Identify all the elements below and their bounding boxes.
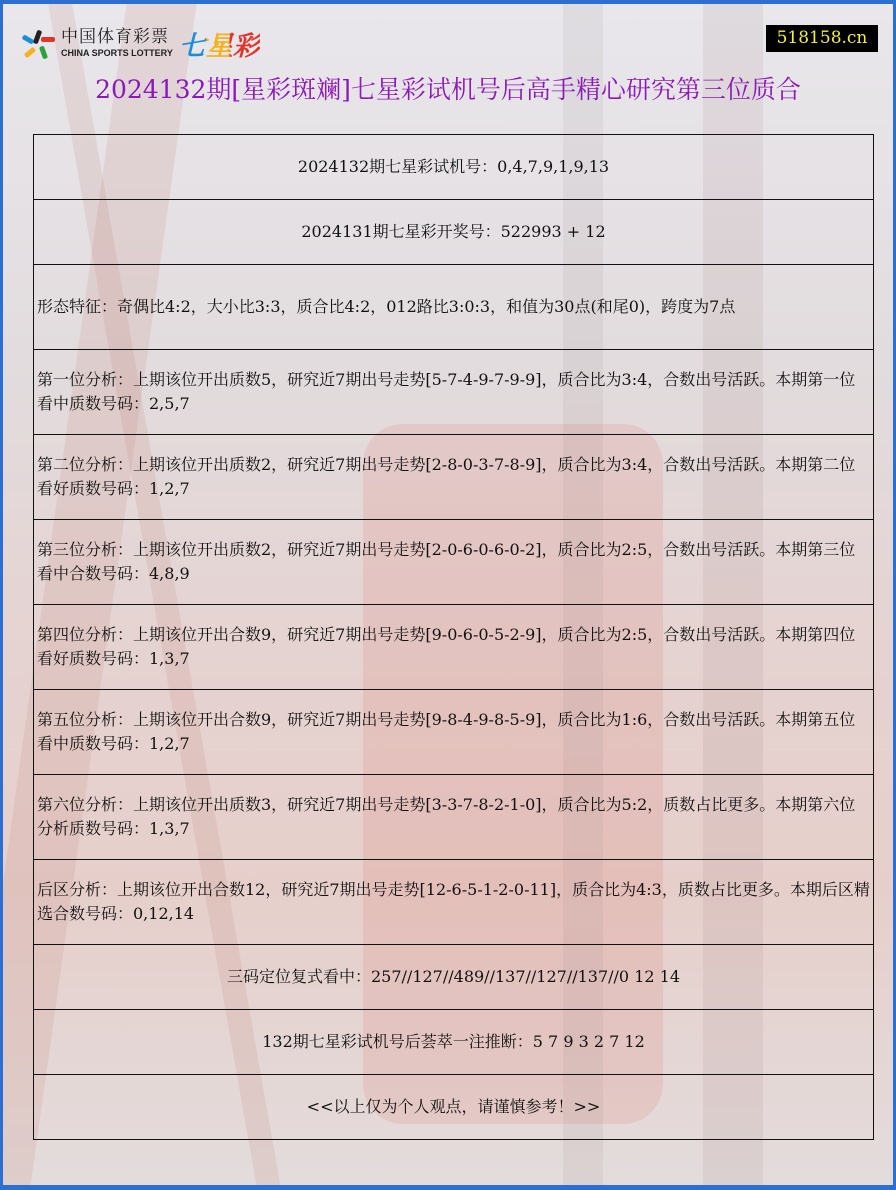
logo-chinese-name: 中国体育彩票 [61,27,169,47]
positional-picks-row [34,945,874,1010]
test-number-row [34,135,874,200]
table-cell: 2024131期七星彩开奖号：522993 + 12 [34,200,874,265]
china-sports-lottery-logo [21,24,260,63]
table-cell: 第六位分析：上期该位开出质数3，研究近7期出号走势[3-3-7-8-2-1-0]，质合比为5:2，质数占比更多。本期第六位分析质数号码：1,3,7 [34,775,874,860]
table-cell: 第二位分析：上期该位开出质数2，研究近7期出号走势[2-8-0-3-7-8-9]，质合比为3:4，合数出号活跃。本期第二位看好质数号码：1,2,7 [34,435,874,520]
position-1-analysis-row [34,350,874,435]
table-cell: 第四位分析：上期该位开出合数9，研究近7期出号走势[9-0-6-0-5-2-9]，质合比为2:5，合数出号活跃。本期第四位看好质数号码：1,3,7 [34,605,874,690]
analysis-table [33,134,874,1140]
table-cell: 后区分析：上期该位开出合数12，研究近7期出号走势[12-6-5-1-2-0-11]，质合比为4:3，质数占比更多。本期后区精选合数号码：0,12,14 [34,860,874,945]
table-cell: <<以上仅为个人观点，请谨慎参考！>> [34,1075,874,1140]
table-cell: 132期七星彩试机号后荟萃一注推断：5 7 9 3 2 7 12 [34,1010,874,1075]
china-sports-lottery-logo-icon [21,28,57,60]
position-6-analysis-row [34,775,874,860]
table-cell: 第三位分析：上期该位开出质数2，研究近7期出号走势[2-0-6-0-6-0-2]，质合比为2:5，合数出号活跃。本期第三位看中合数号码：4,8,9 [34,520,874,605]
page-title: 2024132期[星彩斑斓]七星彩试机号后高手精心研究第三位质合 [95,75,801,104]
table-cell: 第一位分析：上期该位开出质数5，研究近7期出号走势[5-7-4-9-7-9-9]，质合比为3:4，合数出号活跃。本期第一位看中质数号码：2,5,7 [34,350,874,435]
logo-english-name: CHINA SPORTS LOTTERY [61,48,173,58]
position-2-analysis-row [34,435,874,520]
logo-game-name: 七星彩 [179,24,260,63]
table-cell: 第五位分析：上期该位开出合数9，研究近7期出号走势[9-8-4-9-8-5-9]，质合比为1:6，合数出号活跃。本期第五位看中质数号码：1,2,7 [34,690,874,775]
logo-text [61,29,173,58]
table-cell: 形态特征：奇偶比4:2，大小比3:3，质合比4:2，012路比3:0:3，和值为30点(和尾0)，跨度为7点 [34,265,874,350]
table-cell: 三码定位复式看中：257//127//489//137//127//137//0 12 14 [34,945,874,1010]
draw-result-row [34,200,874,265]
pattern-features-row [34,265,874,350]
position-4-analysis-row [34,605,874,690]
site-badge[interactable]: 518158.cn [766,25,878,52]
position-3-analysis-row [34,520,874,605]
single-pick-row [34,1010,874,1075]
position-5-analysis-row [34,690,874,775]
back-zone-analysis-row [34,860,874,945]
table-cell: 2024132期七星彩试机号：0,4,7,9,1,9,13 [34,135,874,200]
disclaimer-row [34,1075,874,1140]
